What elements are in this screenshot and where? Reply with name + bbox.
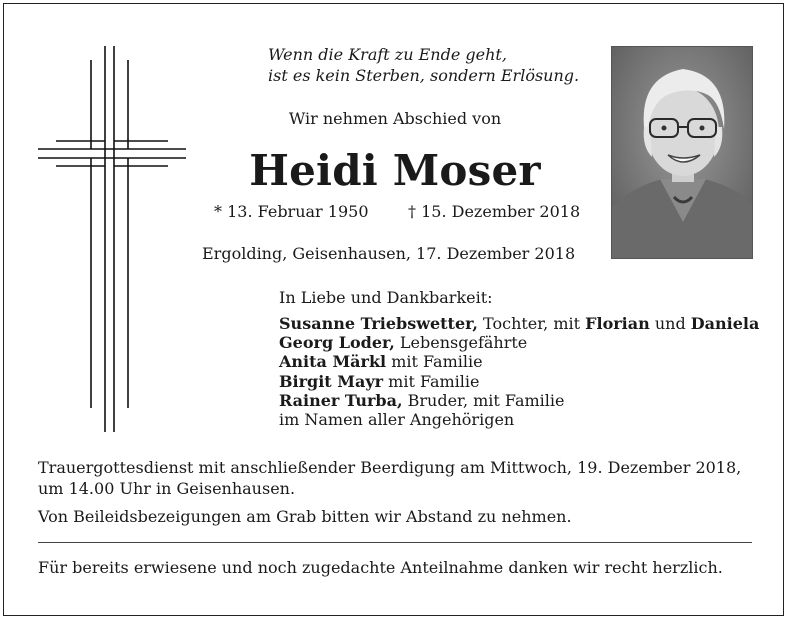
deceased-name: Heidi Moser xyxy=(249,146,541,195)
verse-line-1: Wenn die Kraft zu Ende geht, xyxy=(268,45,507,64)
cross-icon xyxy=(38,46,186,432)
mourners-list xyxy=(279,314,759,429)
place-and-date: Ergolding, Geisenhausen, 17. Dezember 2018 xyxy=(202,244,576,263)
farewell-intro: Wir nehmen Abschied von xyxy=(288,109,502,128)
funeral-service-info xyxy=(38,457,741,499)
verse xyxy=(268,44,579,86)
death-date: † 15. Dezember 2018 xyxy=(408,202,581,221)
service-line-1: Trauergottesdienst mit anschließender Beerdigung am Mittwoch, 19. Dezember 2018, xyxy=(38,458,742,477)
portrait-illustration xyxy=(612,47,753,259)
verse-line-2: ist es kein Sterben, sondern Erlösung. xyxy=(268,66,580,85)
divider xyxy=(38,542,752,543)
list-item: Anita Märkl mit Familie xyxy=(279,352,483,372)
birth-date: * 13. Februar 1950 xyxy=(214,202,369,221)
portrait-photo xyxy=(611,46,753,259)
list-item: im Namen aller Angehörigen xyxy=(279,410,515,430)
list-item: Georg Loder, Lebensgefährte xyxy=(279,333,528,353)
condolence-note: Von Beileidsbezeigungen am Grab bitten wir Abstand zu nehmen. xyxy=(38,507,572,526)
final-thanks: Für bereits erwiesene und noch zugedachte Anteilnahme danken wir recht herzlich. xyxy=(38,558,723,577)
list-item: Rainer Turba, Bruder, mit Familie xyxy=(279,390,565,410)
service-line-2: um 14.00 Uhr in Geisenhausen. xyxy=(38,479,296,498)
list-item: Birgit Mayr mit Familie xyxy=(279,371,480,391)
thanks-intro: In Liebe und Dankbarkeit: xyxy=(279,288,493,307)
list-item: Susanne Triebswetter, Tochter, mit Florian und Daniela xyxy=(279,314,760,333)
